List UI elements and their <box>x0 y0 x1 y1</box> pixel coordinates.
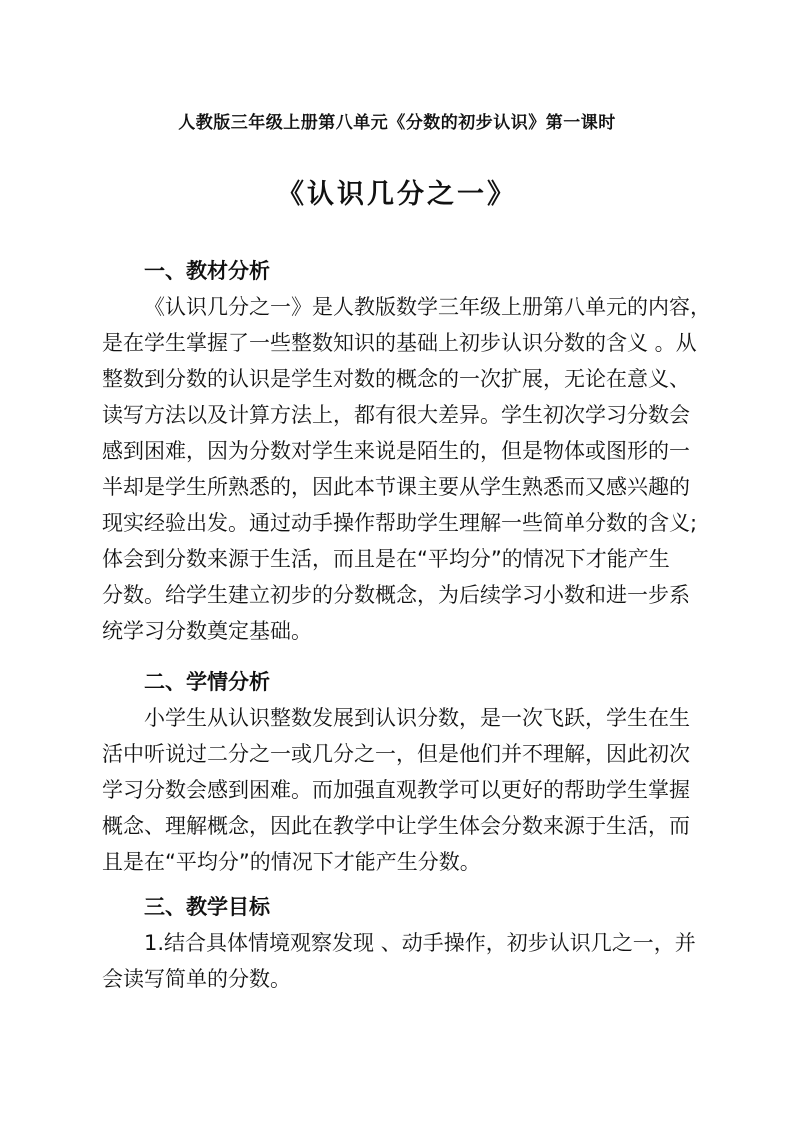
paragraph-line: 会读写简单的分数。 <box>102 967 291 991</box>
paragraph-line: 概念、理解概念，因此在教学中让学生体会分数来源于生活，而 <box>102 814 690 838</box>
paragraph-line: 活中听说过二分之一或几分之一，但是他们并不理解，因此初次 <box>102 742 690 766</box>
section-heading-textbook-analysis: 一、教材分析 <box>144 259 270 283</box>
document-title: 《认识几分之一》 <box>277 179 517 210</box>
paragraph-line: 现实经验出发。通过动手操作帮助学生理解一些简单分数的含义; <box>102 511 698 535</box>
document-subtitle: 人教版三年级上册第八单元《分数的初步认识》第一课时 <box>178 113 616 133</box>
section-heading-teaching-objectives: 三、教学目标 <box>144 895 270 919</box>
paragraph-line: 是在学生掌握了一些整数知识的基础上初步认识分数的含义 。从 <box>102 331 697 355</box>
section-heading-learner-analysis: 二、学情分析 <box>144 670 270 694</box>
paragraph-line: 感到困难，因为分数对学生来说是陌生的，但是物体或图形的一 <box>102 439 690 463</box>
paragraph-line: 且是在“平均分”的情况下才能产生分数。 <box>102 850 481 874</box>
paragraph-line: 小学生从认识整数发展到认识分数，是一次飞跃，学生在生 <box>144 706 690 730</box>
paragraph-line: 分数。给学生建立初步的分数概念，为后续学习小数和进一步系 <box>102 583 690 607</box>
paragraph-line: 整数到分数的认识是学生对数的概念的一次扩展，无论在意义、 <box>102 367 690 391</box>
paragraph-line: 《认识几分之一》是人教版数学三年级上册第八单元的内容， <box>144 295 711 319</box>
paragraph-line: 半却是学生所熟悉的，因此本节课主要从学生熟悉而又感兴趣的 <box>102 475 690 499</box>
paragraph-line: 学习分数会感到困难。而加强直观教学可以更好的帮助学生掌握 <box>102 778 690 802</box>
paragraph-line: 统学习分数奠定基础。 <box>102 619 312 643</box>
paragraph-line: 体会到分数来源于生活，而且是在“平均分”的情况下才能产生 <box>102 547 670 571</box>
paragraph-line: 读写方法以及计算方法上，都有很大差异。学生初次学习分数会 <box>102 403 690 427</box>
paragraph-line: 1.结合具体情境观察发现 、动手操作，初步认识几之一，并 <box>144 931 696 955</box>
